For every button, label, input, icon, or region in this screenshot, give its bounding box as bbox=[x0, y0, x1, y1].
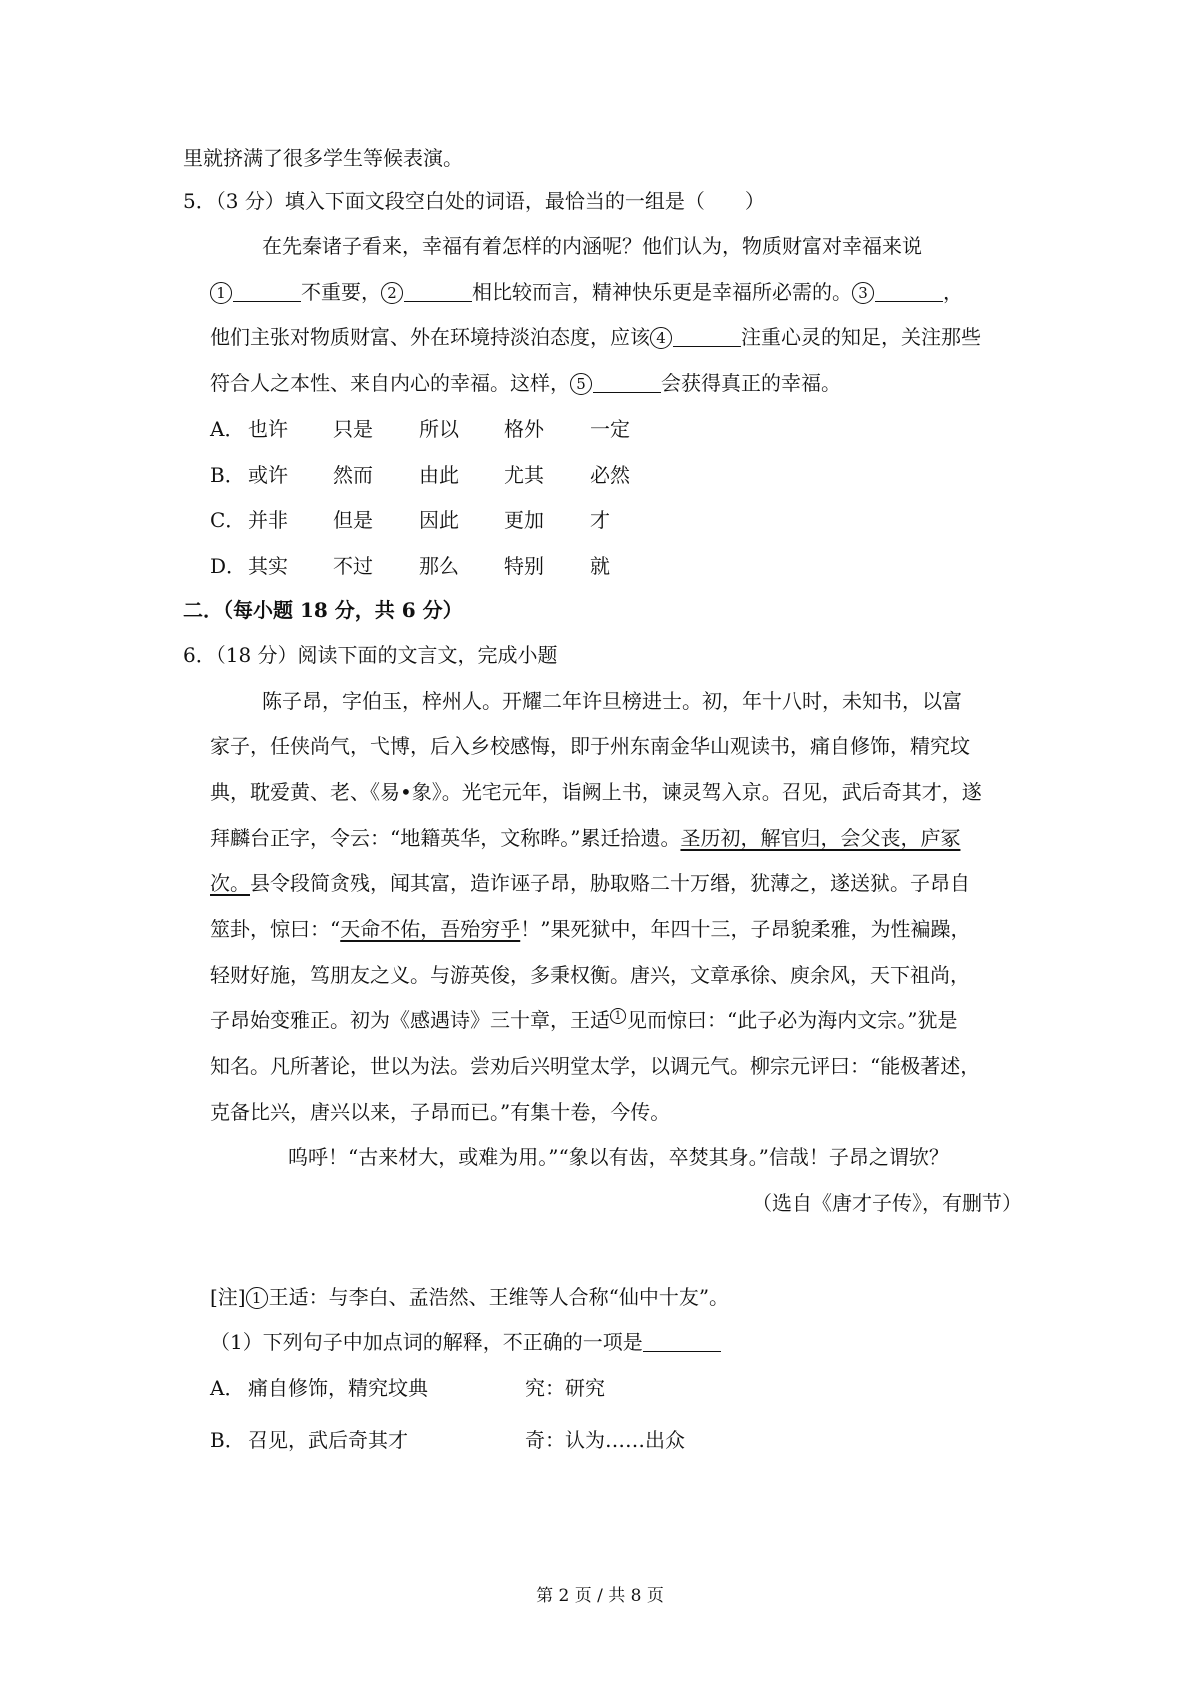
q6-header bbox=[183, 640, 558, 670]
blank-5 bbox=[593, 372, 661, 393]
q5-passage-line-4 bbox=[210, 368, 841, 398]
q5-passage-seg-1: 不重要， bbox=[301, 280, 381, 304]
passage-line bbox=[210, 823, 960, 853]
option-letter: B． bbox=[210, 1428, 245, 1452]
q5-paren: （ ） bbox=[684, 189, 765, 213]
subquestion-1-stem: （1）下列句子中加点词的解释，不正确的一项是 bbox=[210, 1330, 643, 1354]
passage-line bbox=[210, 1005, 957, 1035]
q5-passage-line-3a: 他们主张对物质财富、外在环境持淡泊态度，应该 bbox=[210, 325, 650, 349]
option-word: 也许 bbox=[248, 417, 288, 441]
section-2-heading: 二．（每小题 18 分，共 6 分） bbox=[183, 598, 463, 622]
q6-number: 6． bbox=[183, 643, 216, 667]
subquestion-1 bbox=[210, 1327, 721, 1357]
circled-number-3: 3 bbox=[852, 282, 874, 304]
passage-line: 克备比兴，唐兴以来，子昂而已。”有集十卷，今传。 bbox=[210, 1100, 671, 1124]
option-letter: A． bbox=[210, 417, 245, 441]
passage-segment: 筮卦，惊曰：“ bbox=[210, 917, 341, 941]
q5-passage-line-4b: 会获得真正的幸福。 bbox=[661, 371, 841, 395]
continuation-text: 里就挤满了很多学生等候表演。 bbox=[183, 146, 463, 170]
circled-number-2: 2 bbox=[381, 282, 403, 304]
answer-blank[interactable] bbox=[643, 1331, 721, 1352]
circled-number-1: 1 bbox=[210, 282, 232, 304]
option-word: 才 bbox=[590, 508, 610, 532]
option-word: 但是 bbox=[333, 508, 373, 532]
passage-line: 典，耽爱黄、老、《易•象》。光宅元年，诣阙上书，谏灵驾入京。召见，武后奇其才，遂 bbox=[210, 780, 982, 804]
q5-passage-seg-3: ， bbox=[943, 280, 963, 304]
underlined-sentence: 天命不佑，吾殆穷乎 bbox=[340, 917, 521, 941]
option-letter: D． bbox=[210, 554, 247, 578]
passage-segment: ！”果死狱中，年四十三，子昂貌柔雅，为性褊躁， bbox=[520, 917, 971, 941]
q5-passage-line-1: 在先秦诸子看来，幸福有着怎样的内涵呢？他们认为，物质财富对幸福来说 bbox=[262, 234, 922, 258]
passage-segment: 子昂始变雅正。初为《感遇诗》三十章，王适 bbox=[210, 1008, 610, 1032]
passage-line: 知名。凡所著论，世以为法。尝劝后兴明堂太学，以调元气。柳宗元评曰：“能极著述， bbox=[210, 1054, 981, 1078]
option-word: 并非 bbox=[248, 508, 288, 532]
option-word: 更加 bbox=[504, 508, 544, 532]
note-line bbox=[210, 1282, 729, 1312]
option-word: 然而 bbox=[333, 463, 373, 487]
note-marker: 1 bbox=[246, 1287, 268, 1309]
passage-line: 陈子昂，字伯玉，梓州人。开耀二年许旦榜进士。初，年十八时，未知书，以富 bbox=[262, 689, 962, 713]
passage-line: 呜呼！“古来材大，或难为用。”“象以有齿，卒焚其身。”信哉！子昂之谓欤？ bbox=[288, 1145, 949, 1169]
q5-passage-line-3b: 注重心灵的知足，关注那些 bbox=[741, 325, 981, 349]
footnote-marker: 1 bbox=[610, 1008, 626, 1024]
option-word: 那么 bbox=[419, 554, 459, 578]
blank-3 bbox=[875, 281, 943, 302]
q5-stem: 填入下面文段空白处的词语，最恰当的一组是 bbox=[284, 189, 685, 213]
option-letter: A． bbox=[210, 1376, 245, 1400]
q5-score: （3 分） bbox=[215, 189, 285, 213]
q6-score: （18 分） bbox=[215, 643, 298, 667]
option-word: 尤其 bbox=[504, 463, 544, 487]
passage-segment: 拜麟台正字，令云：“地籍英华，文称晔。”累迁拾遗。 bbox=[210, 826, 681, 850]
option-word: 就 bbox=[590, 554, 610, 578]
option-gloss: 究：研究 bbox=[525, 1376, 605, 1400]
option-word: 特别 bbox=[504, 554, 544, 578]
option-letter: B． bbox=[210, 463, 245, 487]
underlined-sentence: 次。 bbox=[210, 871, 250, 895]
blank-2 bbox=[404, 281, 472, 302]
passage-line: 轻财好施，笃朋友之义。与游英俊，多秉权衡。唐兴，文章承徐、庾余风，天下祖尚， bbox=[210, 963, 970, 987]
blank-4 bbox=[673, 326, 741, 347]
passage-line bbox=[210, 868, 970, 898]
q5-header bbox=[183, 186, 765, 216]
option-word: 其实 bbox=[248, 554, 288, 578]
blank-1 bbox=[233, 281, 301, 302]
option-word: 必然 bbox=[590, 463, 630, 487]
passage-line bbox=[210, 914, 970, 944]
page-footer: 第 2 页 / 共 8 页 bbox=[536, 1586, 664, 1606]
option-word: 所以 bbox=[419, 417, 459, 441]
passage-line: 家子，任侠尚气，弋博，后入乡校感悔，即于州东南金华山观读书，痛自修饰，精究坟 bbox=[210, 734, 970, 758]
q5-passage-line-4a: 符合人之本性、来自内心的幸福。这样， bbox=[210, 371, 570, 395]
circled-number-4: 4 bbox=[650, 327, 672, 349]
option-sentence: 痛自修饰，精究坟典 bbox=[248, 1376, 428, 1400]
underlined-sentence: 圣历初，解官归，会父丧，庐冢 bbox=[680, 826, 961, 850]
q5-passage-line-2 bbox=[210, 277, 963, 307]
circled-number-5: 5 bbox=[570, 373, 592, 395]
option-word: 因此 bbox=[419, 508, 459, 532]
option-word: 不过 bbox=[333, 554, 373, 578]
passage-segment: 见而惊曰：“此子必为海内文宗。”犹是 bbox=[627, 1008, 958, 1032]
q6-stem: 阅读下面的文言文，完成小题 bbox=[297, 643, 558, 667]
passage-segment: 县令段简贪残，闻其富，造诈诬子昂，胁取赂二十万缗，犹薄之，遂送狱。子昂自 bbox=[250, 871, 970, 895]
passage-source: （选自《唐才子传》，有删节） bbox=[752, 1191, 1022, 1215]
option-word: 由此 bbox=[419, 463, 459, 487]
q5-number: 5． bbox=[183, 189, 216, 213]
note-text: 王适：与李白、孟浩然、王维等人合称“仙中十友”。 bbox=[268, 1285, 730, 1309]
option-word: 一定 bbox=[590, 417, 630, 441]
q5-passage-seg-2: 相比较而言，精神快乐更是幸福所必需的。 bbox=[472, 280, 852, 304]
option-word: 只是 bbox=[333, 417, 373, 441]
note-prefix: [注] bbox=[210, 1285, 246, 1309]
option-gloss: 奇：认为……出众 bbox=[525, 1428, 685, 1452]
option-sentence: 召见，武后奇其才 bbox=[248, 1428, 408, 1452]
option-word: 或许 bbox=[248, 463, 288, 487]
q5-passage-line-3 bbox=[210, 322, 981, 352]
option-word: 格外 bbox=[504, 417, 544, 441]
option-letter: C． bbox=[210, 508, 246, 532]
